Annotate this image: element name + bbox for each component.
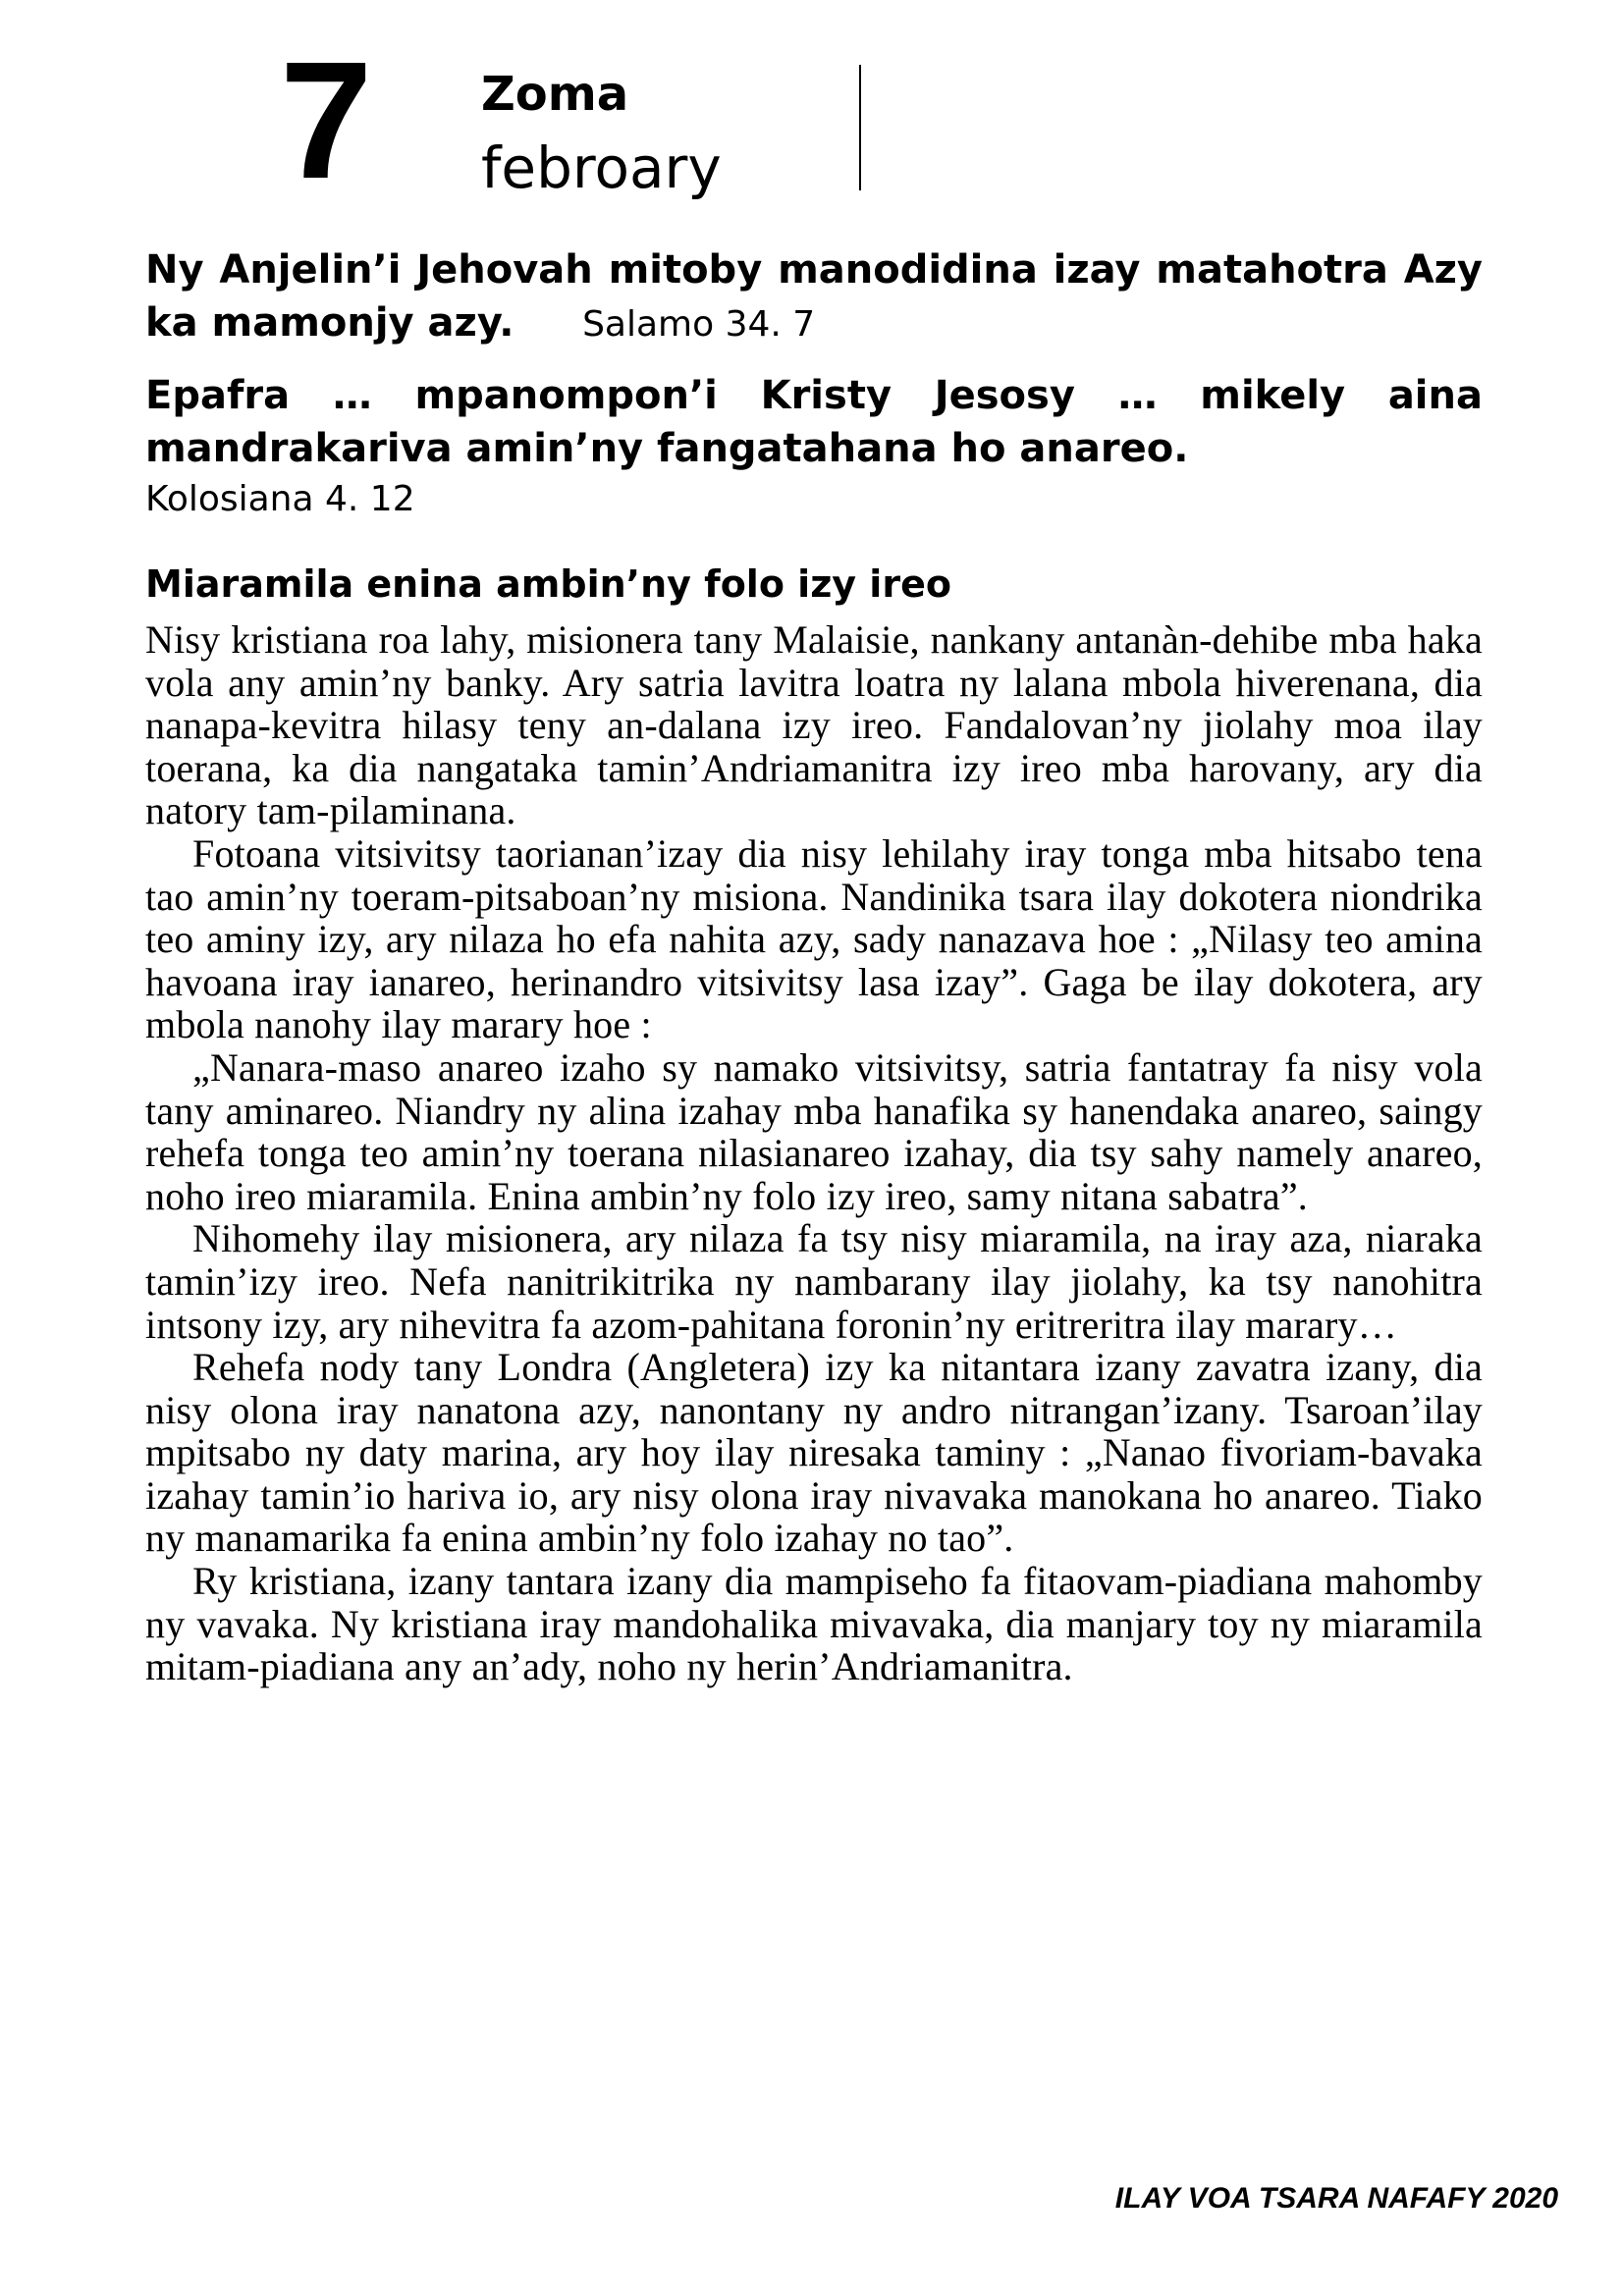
- verse-reference-2: [145, 475, 1483, 524]
- article-paragraph: Fotoana vitsivitsy taorianan’izay dia nisy lehilahy iray tonga mba hitsabo tena tao amin’ny toeram-pitsaboan’ny misiona. Nandinika tsara ilay dokotera niondrika teo aminy izy, ary nilaza ho efa nahita azy, sady nanazava hoe : „Nilasy teo amina havoana iray ianareo, herinandro vitsivitsy lasa izay”. Gaga be ilay dokotera, ary mbola nanohy ilay marary hoe :: [145, 830, 1483, 1047]
- article-title: Miaramila enina ambin’ny folo izy ireo: [145, 562, 951, 606]
- verse-text: Epafra … mpanompon’i Kristy Jesosy … mikely aina mandrakariva amin’ny fangatahana ho anareo.: [145, 373, 1483, 471]
- article-paragraph: Nihomehy ilay misionera, ary nilaza fa tsy nisy miaramila, na iray aza, niaraka tamin’izy ireo. Nefa nanitrikitrika ny nambarany ilay jiolahy, ka tsy nanohitra intsony izy, ary nihevitra fa azom-pahitana foronin’ny eritreritra ilay marary…: [145, 1216, 1483, 1347]
- daily-verse-1: [145, 243, 1483, 351]
- article-body: [145, 618, 1483, 1688]
- verse-reference: Kolosiana 4. 12: [145, 479, 415, 519]
- header-divider: [859, 65, 861, 190]
- date-header: [0, 0, 1623, 226]
- weekday-label: Zoma: [481, 67, 629, 122]
- verse-reference: Salamo 34. 7: [582, 304, 816, 345]
- daily-verse-2: [145, 369, 1483, 475]
- article-paragraph: Rehefa nody tany Londra (Angletera) izy ka nitantara izany zavatra izany, dia nisy olona iray nanatona azy, nanontany ny andro nitrangan’izany. Tsaroan’ilay mpitsabo ny daty marina, ary hoy ilay niresaka taminy : „Nanao fivoriam-bavaka izahay tamin’io hariva io, ary nisy olona iray nivavaka manokana ho anareo. Tiako ny manamarika fa enina ambin’ny folo izahay no tao”.: [145, 1345, 1483, 1561]
- publication-footer: ILAY VOA TSARA NAFAFY 2020: [1114, 2182, 1558, 2215]
- day-number: 7: [280, 27, 369, 214]
- article-paragraph: Nisy kristiana roa lahy, misionera tany Malaisie, nankany antanàn-dehibe mba haka vola any amin’ny banky. Ary satria lavitra loatra ny lalana mbola hiverenana, dia nanapa-kevitra hilasy teny an-dalana izy ireo. Fandalovan’ny jiolahy moa ilay toerana, ka dia nangataka tamin’Andriamanitra izy ireo mba harovany, ary dia natory tam-pilaminana.: [145, 617, 1483, 833]
- verse-text: Ny Anjelin’i Jehovah mitoby manodidina izay matahotra Azy ka mamonjy azy.: [145, 247, 1483, 346]
- article-paragraph: „Nanara-maso anareo izaho sy namako vitsivitsy, satria fantatray fa nisy vola tany aminareo. Niandry ny alina izahay mba hanafika sy hanendaka anareo, saingy rehefa tonga teo amin’ny toerana nilasianareo izahay, dia tsy sahy namely anareo, noho ireo miaramila. Enina ambin’ny folo izy ireo, samy nitana sabatra”.: [145, 1044, 1483, 1218]
- article-paragraph: Ry kristiana, izany tantara izany dia mampiseho fa fitaovam-piadiana mahomby ny vavaka. Ny kristiana iray mandohalika mivavaka, dia manjary toy ny miaramila mitam-piadiana any an’ady, noho ny herin’Andriamanitra.: [145, 1559, 1483, 1689]
- month-label: febroary: [481, 134, 722, 201]
